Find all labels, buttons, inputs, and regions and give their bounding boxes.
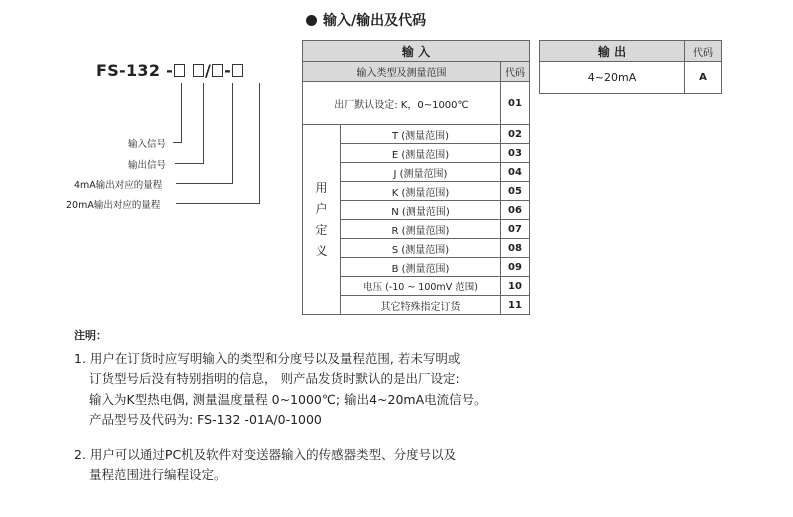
model-code: FS-132 - / -	[96, 61, 244, 80]
row-code: 04	[501, 163, 530, 182]
row-code: 07	[501, 220, 530, 239]
user-defined-label: 用 户 定 义	[303, 125, 341, 315]
note-line: 2. 用户可以通过PC机及软件对变送器输入的传感器类型、分度号以及	[74, 446, 457, 462]
placeholder-box	[193, 64, 204, 77]
default-row-code: 01	[501, 82, 530, 125]
note-line: 输入为K型热电偶, 测量温度量程 0~1000℃; 输出4~20mA电流信号。	[89, 391, 487, 407]
other-row-label: 其它特殊指定订货	[341, 296, 501, 315]
note-line: 量程范围进行编程设定。	[89, 467, 227, 482]
leader-line	[176, 203, 260, 204]
col-type-header: 输入类型及测量范围	[303, 62, 501, 82]
input-table	[302, 40, 530, 315]
output-code-header: 代码	[685, 41, 722, 62]
row-code: 02	[501, 125, 530, 144]
default-row-label: 出厂默认设定: K，0~1000℃	[303, 82, 501, 125]
table-row: S (测量范围)	[341, 239, 501, 258]
bullet-icon	[306, 15, 317, 26]
table-row: J (测量范围)	[341, 163, 501, 182]
note-line: 1. 用户在订货时应写明输入的类型和分度号以及量程范围, 若未写明或	[74, 350, 461, 366]
output-row-label: 4~20mA	[540, 62, 685, 94]
table-row: 电压 (-10 ~ 100mV 范围)	[341, 277, 501, 296]
col-code-header: 代码	[501, 62, 530, 82]
row-code: 05	[501, 182, 530, 201]
leader-line	[203, 83, 204, 163]
row-code: 08	[501, 239, 530, 258]
row-code: 06	[501, 201, 530, 220]
output-row-code: A	[685, 62, 722, 94]
label-input-signal: 输入信号	[128, 139, 167, 150]
table-row: N (测量范围)	[341, 201, 501, 220]
leader-line	[181, 83, 182, 142]
leader-line	[175, 163, 204, 164]
table-row: T (测量范围)	[341, 125, 501, 144]
output-table-header: 输 出	[540, 41, 685, 62]
label-output-signal: 输出信号	[128, 160, 167, 171]
output-table	[539, 40, 722, 94]
row-code: 10	[501, 277, 530, 296]
row-code: 03	[501, 144, 530, 163]
placeholder-box	[212, 64, 223, 77]
leader-line	[173, 142, 182, 143]
notes-title: 注明：	[74, 329, 107, 342]
placeholder-box	[174, 64, 185, 77]
label-4ma-range: 4mA输出对应的量程	[74, 180, 163, 191]
note-line: 订货型号后没有特别指明的信息， 则产品发货时默认的是出厂设定:	[89, 371, 460, 386]
section-heading: 输入/输出及代码	[306, 10, 426, 30]
input-table-header: 输 入	[303, 41, 530, 62]
table-row: B (测量范围)	[341, 258, 501, 277]
leader-line	[232, 83, 233, 183]
note-line: 产品型号及代码为: FS-132 -01A/0-1000	[89, 412, 322, 427]
table-row: E (测量范围)	[341, 144, 501, 163]
placeholder-box	[232, 64, 243, 77]
label-20ma-range: 20mA输出对应的量程	[66, 200, 161, 211]
other-row-code: 11	[501, 296, 530, 315]
leader-line	[259, 83, 260, 204]
table-row: K (测量范围)	[341, 182, 501, 201]
table-row: R (测量范围)	[341, 220, 501, 239]
notes	[74, 326, 487, 486]
row-code: 09	[501, 258, 530, 277]
leader-line	[176, 183, 233, 184]
